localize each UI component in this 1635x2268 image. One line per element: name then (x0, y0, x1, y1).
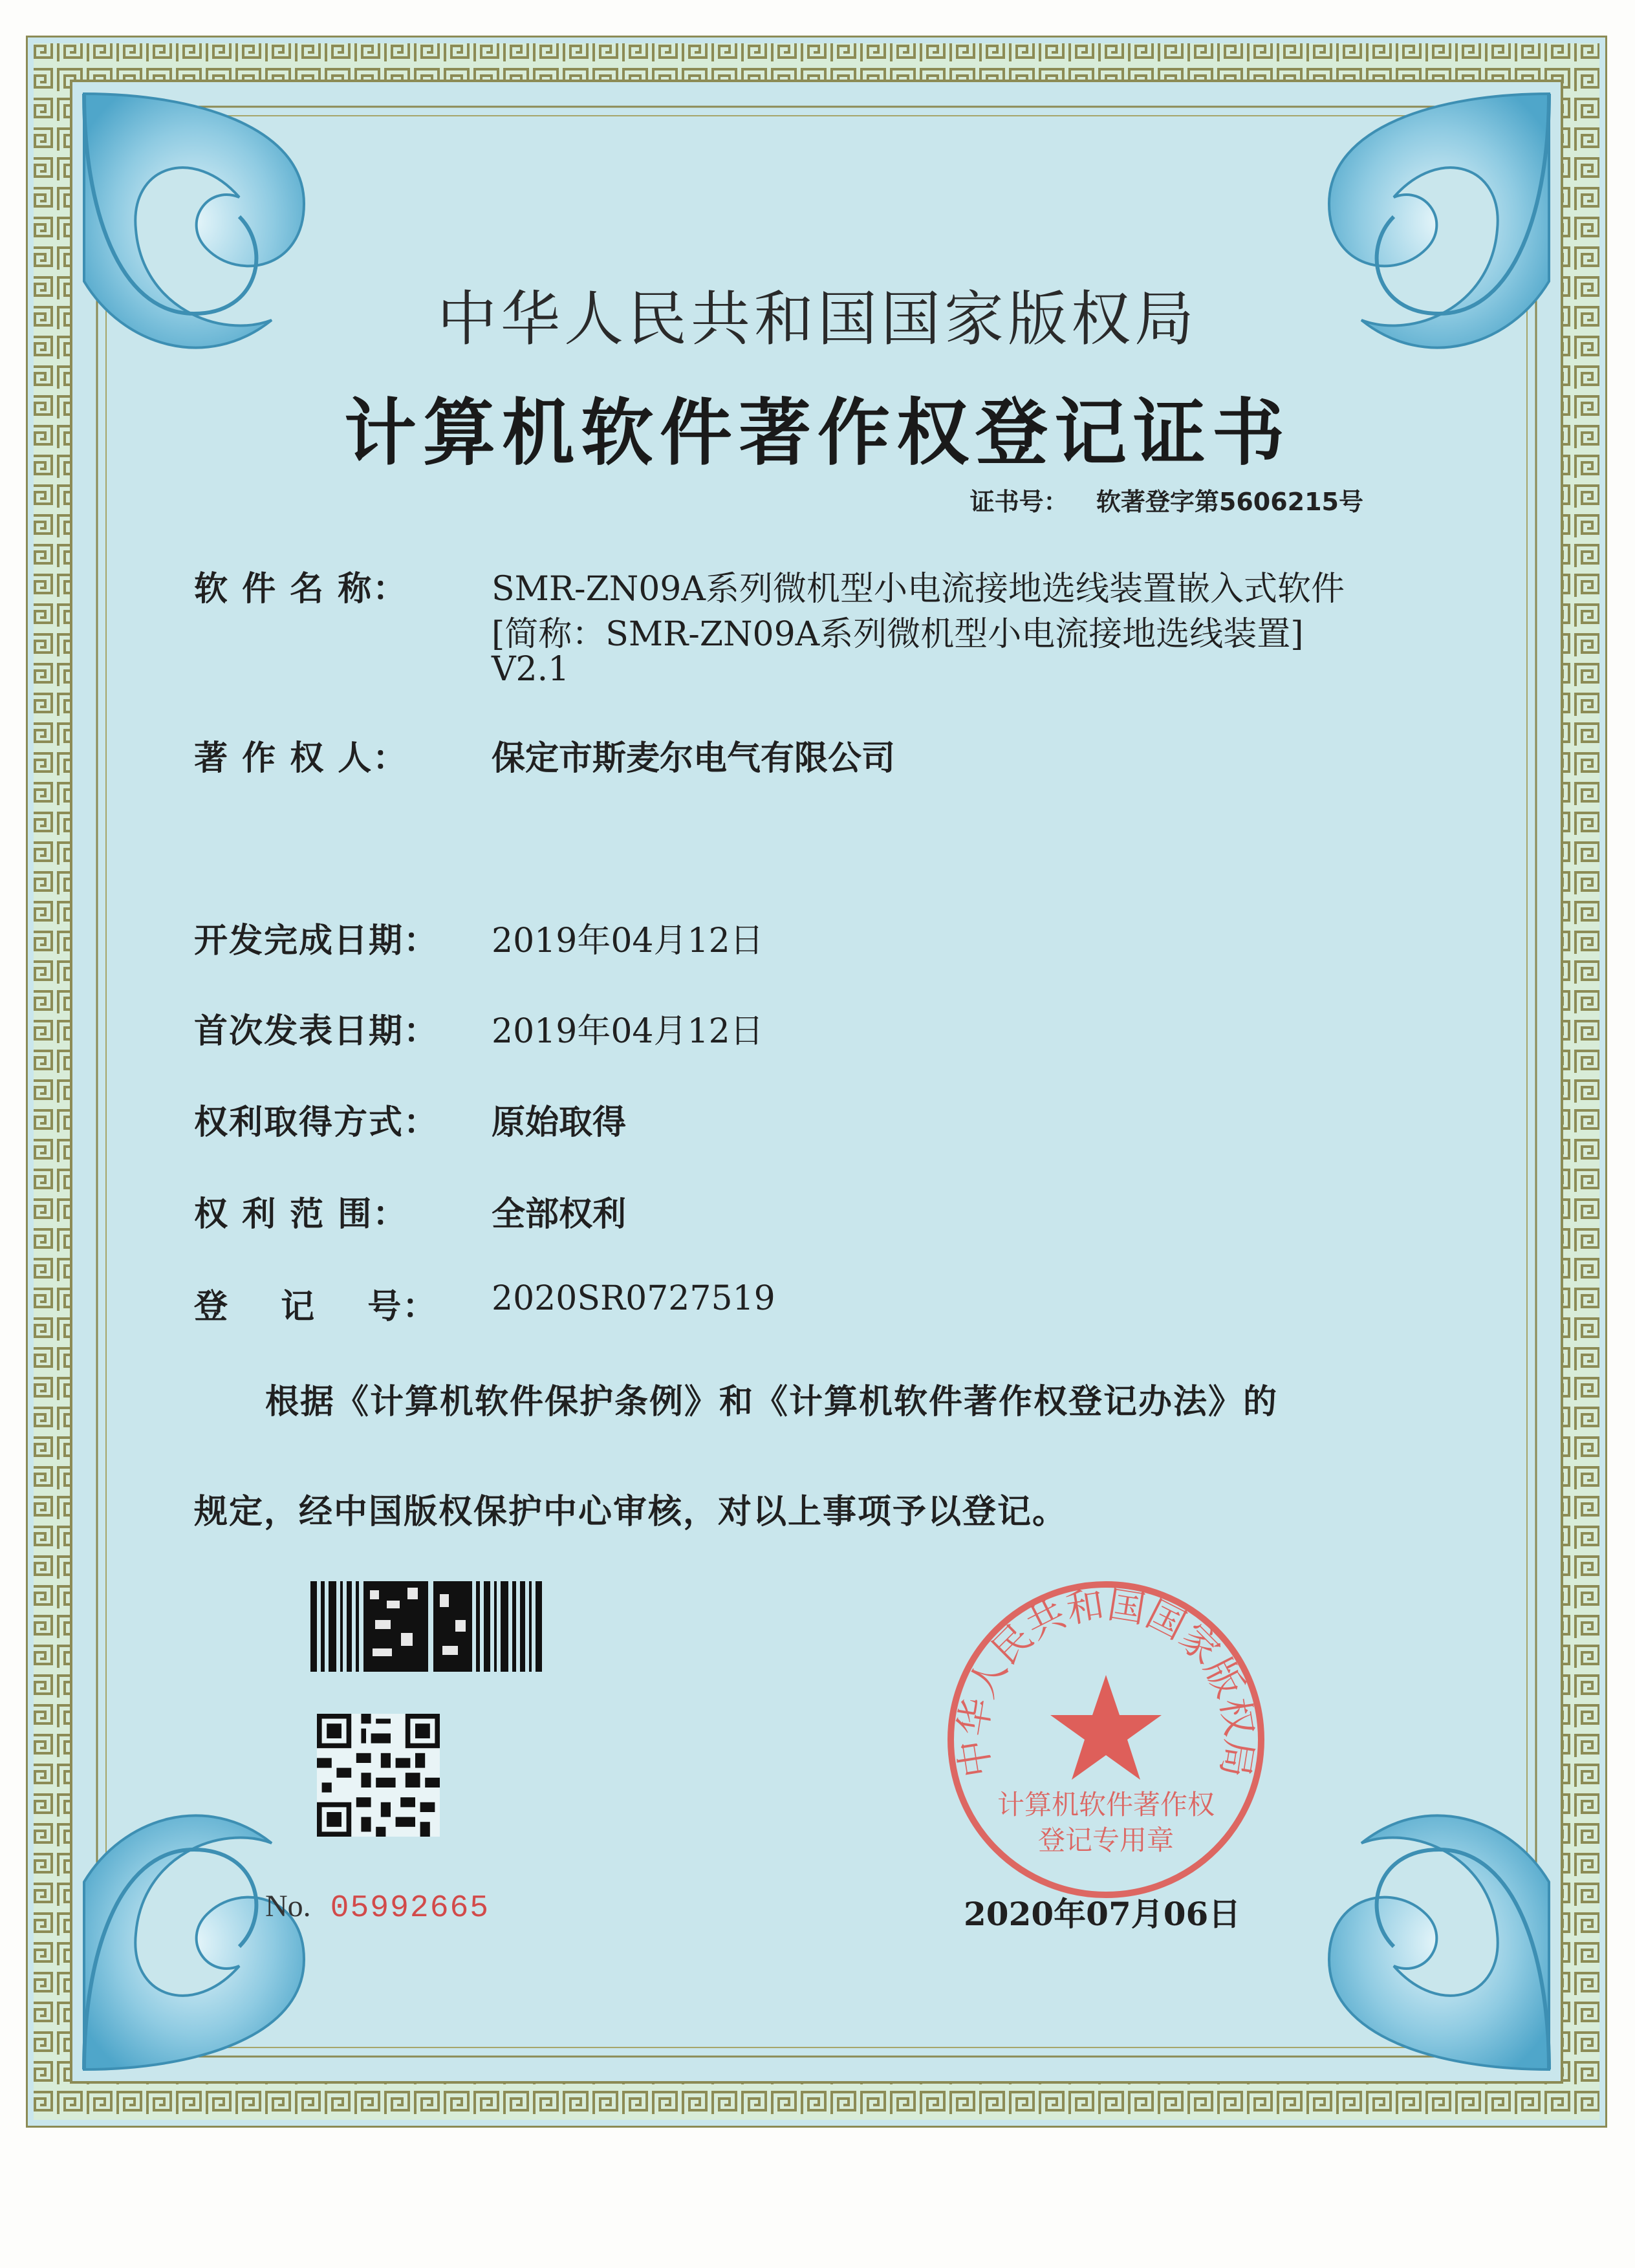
pub-date-value: 2019年04月12日 (492, 1012, 764, 1051)
seal-ring-text: 中华人民共和国国家版权局 (950, 1582, 1262, 1780)
software-name-line2: [简称：SMR-ZN09A系列微机型小电流接地选线装置] (492, 615, 1304, 654)
statement-line1: 根据《计算机软件保护条例》和《计算机软件著作权登记办法》的 (265, 1383, 1279, 1421)
scope-value: 全部权利 (492, 1195, 627, 1234)
dev-date-value: 2019年04月12日 (492, 922, 764, 960)
software-name-label: 软 件 名 称： (194, 570, 408, 609)
star-icon (1050, 1675, 1162, 1780)
software-name-version: V2.1 (492, 650, 570, 689)
pub-date-label: 首次发表日期： (194, 1012, 439, 1051)
official-seal (938, 1571, 1274, 1908)
certificate-title: 计算机软件著作权登记证书 (344, 391, 1291, 475)
registration-value: 2020SR0727519 (492, 1279, 775, 1318)
serial-value: 05992665 (330, 1891, 490, 1926)
issuing-authority: 中华人民共和国国家版权局 (437, 285, 1198, 354)
owner-value: 保定市斯麦尔电气有限公司 (492, 739, 896, 778)
owner-label: 著 作 权 人： (194, 739, 408, 778)
seal-inner-line1: 计算机软件著作权 (997, 1789, 1215, 1820)
cert-no-value: 软著登字第5606215号 (1096, 488, 1363, 516)
certificate-number (970, 482, 1363, 517)
cert-no-label: 证书号： (969, 488, 1068, 516)
statement-line2: 规定，经中国版权保护中心审核，对以上事项予以登记。 (194, 1493, 1068, 1531)
software-name-line1: SMR-ZN09A系列微机型小电流接地选线装置嵌入式软件 (492, 570, 1345, 609)
seal-inner-line2: 登记专用章 (1037, 1824, 1175, 1856)
dev-date-label: 开发完成日期： (194, 922, 439, 960)
qr-code-icon (317, 1714, 440, 1837)
acquisition-label: 权利取得方式： (194, 1103, 439, 1142)
acquisition-value: 原始取得 (492, 1103, 627, 1142)
issue-date: 2020年07月06日 (964, 1895, 1241, 1933)
registration-label: 登 记 号： (194, 1288, 438, 1326)
serial-number (265, 1888, 490, 1926)
scope-label: 权 利 范 围： (194, 1195, 408, 1234)
serial-label: No. (265, 1889, 311, 1923)
barcode-icon (310, 1581, 543, 1672)
